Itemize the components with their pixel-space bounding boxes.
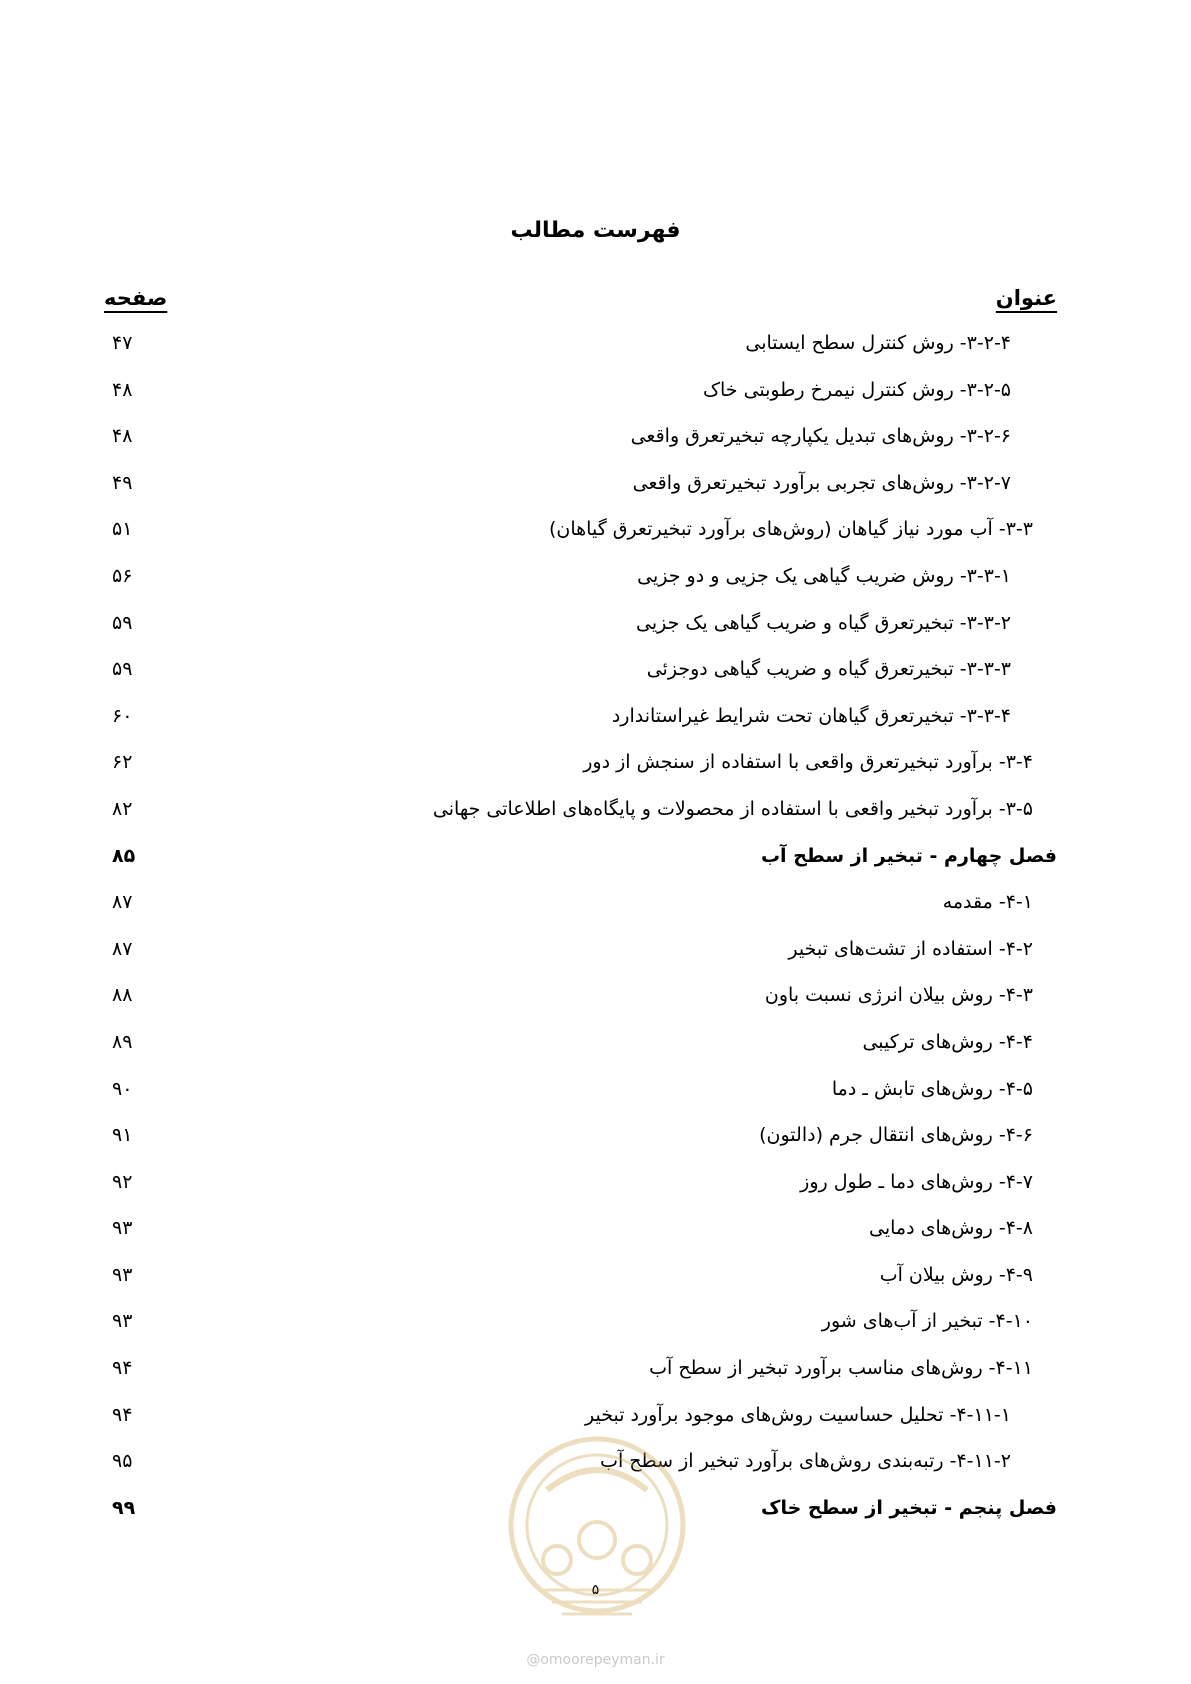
toc-entry-page: ۵۱ [112, 518, 133, 541]
toc-entry-page: ۹۹ [112, 1496, 136, 1519]
toc-entry-title: ۴-۹- روش بیلان آب [879, 1263, 1033, 1286]
toc-entry-title: ۴-۲- استفاده از تشت‌های تبخیر [788, 937, 1033, 960]
toc-entry-page: ۸۲ [112, 797, 133, 820]
toc-row [0, 1351, 1191, 1398]
toc-entry-page: ۹۳ [112, 1217, 133, 1240]
toc-row [0, 1304, 1191, 1351]
toc-entry-title: ۳-۴- برآورد تبخیرتعرق واقعی با استفاده از سنجش از دور [583, 751, 1033, 774]
watermark-url: @omoorepeyman.ir [526, 1652, 665, 1668]
toc-row [0, 932, 1191, 979]
toc-entry-page: ۴۸ [112, 378, 133, 401]
toc-row [0, 512, 1191, 559]
toc-row [0, 373, 1191, 420]
toc-entry-page: ۹۳ [112, 1310, 133, 1333]
toc-entry-page: ۸۹ [112, 1030, 133, 1053]
toc-entry-title: ۳-۲-۷- روش‌های تجربی برآورد تبخیرتعرق واقعی [632, 471, 1011, 494]
toc-entry-title: ۴-۵- روش‌های تابش ـ دما [831, 1077, 1033, 1100]
toc-entry-title: ۳-۲-۵- روش کنترل نیمرخ رطوبتی خاک [703, 378, 1011, 401]
toc-entry-title: ۴-۱- مقدمه [942, 891, 1033, 914]
toc-entry-title: ۳-۳-۲- تبخیرتعرق گیاه و ضریب گیاهی یک جزیی [636, 611, 1011, 634]
toc-row [0, 792, 1191, 839]
toc-entry-title: ۳-۲-۶- روش‌های تبدیل یکپارچه تبخیرتعرق واقعی [630, 425, 1011, 448]
toc-entry-page: ۶۲ [112, 751, 133, 774]
toc-entry-title: ۴-۱۱-۲- رتبه‌بندی روش‌های برآورد تبخیر از سطح آب [600, 1450, 1011, 1473]
toc-row [0, 1258, 1191, 1305]
toc-entry-title: فصل پنجم - تبخیر از سطح خاک [761, 1496, 1057, 1519]
toc-entry-page: ۴۹ [112, 471, 133, 494]
toc-entry-page: ۹۳ [112, 1263, 133, 1286]
toc-row [0, 466, 1191, 513]
table-of-contents [0, 326, 1191, 1537]
toc-entry-title: ۴-۸- روش‌های دمایی [869, 1217, 1033, 1240]
toc-entry-title: ۴-۶- روش‌های انتقال جرم (دالتون) [759, 1124, 1033, 1147]
toc-entry-title: ۳-۳-۱- روش ضریب گیاهی یک جزیی و دو جزیی [637, 564, 1011, 587]
toc-entry-title: ۴-۳- روش بیلان انرژی نسبت باون [764, 984, 1033, 1007]
toc-entry-title: ۴-۴- روش‌های ترکیبی [862, 1030, 1033, 1053]
toc-entry-page: ۸۵ [112, 844, 136, 867]
toc-entry-page: ۵۹ [112, 658, 133, 681]
toc-row [0, 559, 1191, 606]
toc-entry-page: ۶۰ [112, 704, 133, 727]
toc-entry-title: ۳-۳- آب مورد نیاز گیاهان (روش‌های برآورد تبخیرتعرق گیاهان) [549, 518, 1033, 541]
toc-entry-title: ۳-۳-۳- تبخیرتعرق گیاه و ضریب گیاهی دوجزئی [646, 658, 1011, 681]
page-column-header: صفحه [104, 286, 168, 310]
publisher-seal-watermark [502, 1430, 692, 1630]
title-column-header: عنوان [995, 286, 1057, 310]
toc-entry-title: ۴-۱۱- روش‌های مناسب برآورد تبخیر از سطح آب [649, 1357, 1033, 1380]
toc-entry-title: ۳-۳-۴- تبخیرتعرق گیاهان تحت شرایط غیراستاندارد [611, 704, 1011, 727]
toc-entry-page: ۸۷ [112, 891, 133, 914]
toc-entry-page: ۴۸ [112, 425, 133, 448]
toc-entry-page: ۸۸ [112, 984, 133, 1007]
page-title: فهرست مطالب [510, 218, 681, 243]
toc-entry-title: ۳-۵- برآورد تبخیر واقعی با استفاده از محصولات و پایگاه‌های اطلاعاتی جهانی [432, 797, 1033, 820]
toc-row [0, 885, 1191, 932]
toc-row [0, 1165, 1191, 1212]
toc-entry-title: فصل چهارم - تبخیر از سطح آب [760, 844, 1057, 867]
toc-row [0, 326, 1191, 373]
toc-entry-page: ۹۴ [112, 1403, 133, 1426]
toc-row [0, 1118, 1191, 1165]
toc-chapter-row [0, 839, 1191, 886]
toc-row [0, 652, 1191, 699]
toc-entry-page: ۹۲ [112, 1170, 133, 1193]
toc-entry-page: ۴۷ [112, 332, 133, 354]
toc-entry-page: ۵۶ [112, 564, 133, 587]
toc-entry-title: ۳-۲-۴- روش کنترل سطح ایستابی [745, 332, 1011, 354]
toc-entry-title: ۴-۱۱-۱- تحلیل حساسیت روش‌های موجود برآورد تبخیر [584, 1403, 1011, 1426]
toc-entry-title: ۴-۷- روش‌های دما ـ طول روز [800, 1170, 1033, 1193]
toc-row [0, 1025, 1191, 1072]
toc-entry-page: ۹۰ [112, 1077, 133, 1100]
toc-row [0, 606, 1191, 653]
toc-row [0, 1072, 1191, 1119]
toc-row [0, 745, 1191, 792]
toc-entry-page: ۹۴ [112, 1357, 133, 1380]
toc-entry-page: ۹۵ [112, 1450, 133, 1473]
toc-row [0, 1211, 1191, 1258]
toc-entry-page: ۸۷ [112, 937, 133, 960]
toc-entry-page: ۹۱ [112, 1124, 133, 1147]
toc-row [0, 419, 1191, 466]
toc-entry-page: ۵۹ [112, 611, 133, 634]
toc-entry-title: ۴-۱۰- تبخیر از آب‌های شور [821, 1310, 1033, 1333]
page-number: ۵ [591, 1582, 600, 1598]
toc-row [0, 978, 1191, 1025]
toc-row [0, 699, 1191, 746]
